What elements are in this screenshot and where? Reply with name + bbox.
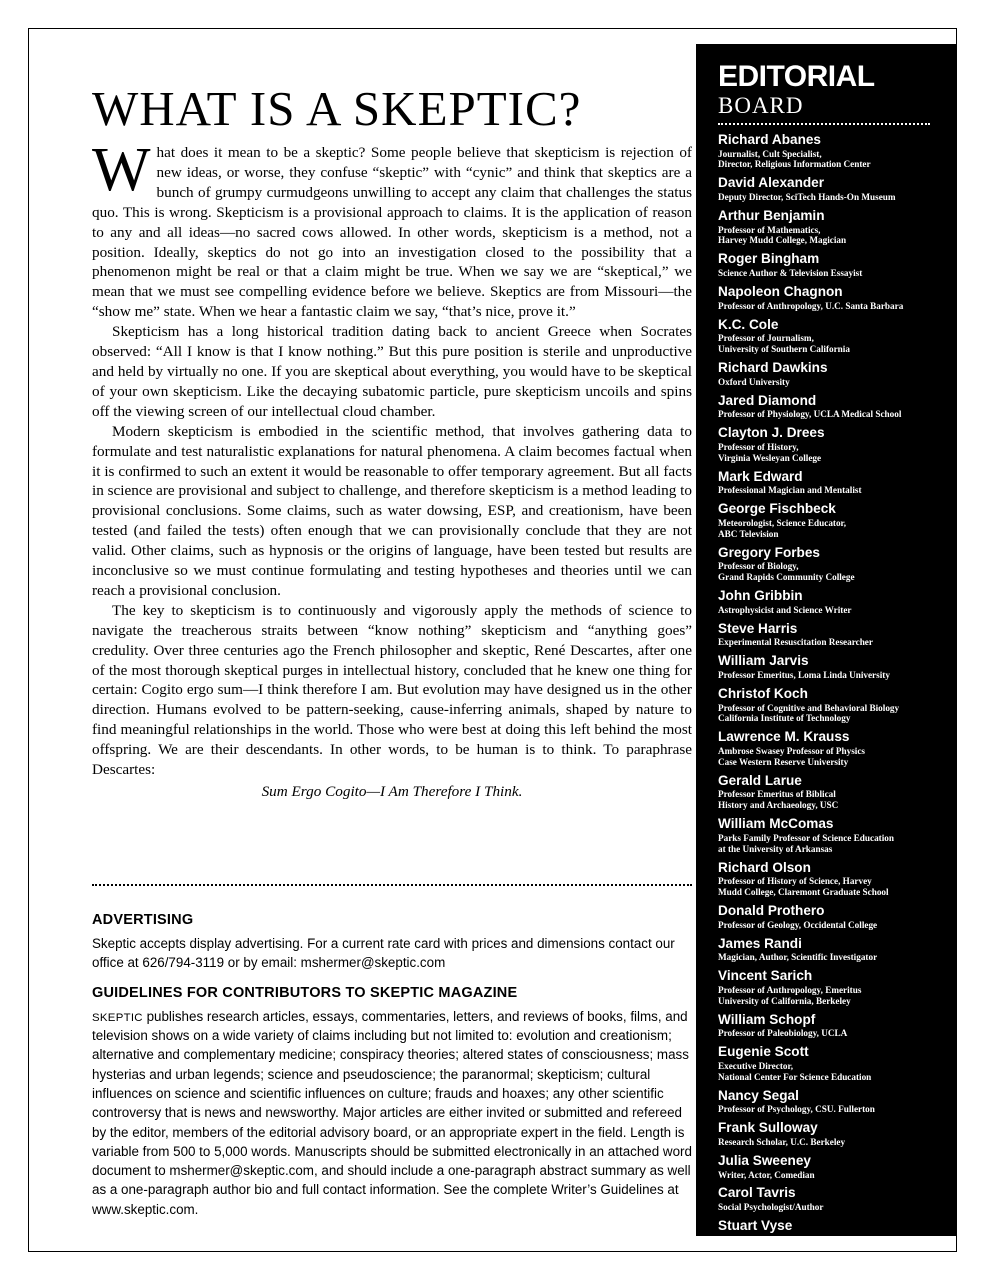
board-member	[718, 426, 940, 463]
advertising-text: Skeptic accepts display advertising. For a current rate card with prices and dimensions contact our office at 626/794-3119 or by email: mshermer@skeptic.com	[92, 936, 675, 971]
board-member-name: John Gribbin	[718, 588, 803, 604]
board-member-title: Deputy Director, SciTech Hands-On Museum	[718, 192, 896, 203]
board-member-name: K.C. Cole	[718, 316, 779, 332]
board-member	[718, 730, 940, 767]
guidelines-text	[92, 1007, 692, 1219]
board-member-name: Eugenie Scott	[718, 1044, 809, 1060]
article-signoff: Sum Ergo Cogito—I Am Therefore I Think.	[261, 783, 523, 800]
board-member-name: David Alexander	[718, 175, 825, 191]
board-member-name: Lawrence M. Krauss	[718, 729, 850, 745]
board-member	[718, 1186, 940, 1212]
advertising-heading: ADVERTISING	[92, 912, 194, 928]
board-member-title: Professor of Biology, Grand Rapids Community College	[718, 561, 855, 583]
board-member-title: Journalist, Cult Specialist, Director, Religious Information Center	[718, 148, 871, 170]
board-member	[718, 937, 940, 963]
section-divider	[92, 884, 692, 886]
board-member-title: Magician, Author, Scientific Investigator	[718, 952, 878, 963]
board-member-name: Julia Sweeney	[718, 1152, 811, 1168]
board-member-title: Professor of Paleobiology, UCLA	[718, 1028, 848, 1039]
panel-divider	[718, 123, 930, 125]
board-member-title: Experimental Resuscitation Researcher	[718, 637, 873, 648]
board-member-name: Richard Dawkins	[718, 360, 828, 376]
guidelines-body: publishes research articles, essays, commentaries, letters, and reviews of books, films, and television shows on a wide variety of claims including but not limited to: evolution and creationism; alternative and complementary medicine; conspiracy theories; altered states of consciousness; mass hysterias and urban legends; science and pseudoscience; the paranormal; skepticism; cultural influences on science and scientific influences on culture; frauds and hoaxes; any other scientific controversy that is news and newsworthy. Major articles are either invited or submitted and refereed by the editor, members of the editorial advisory board, or an appropriate expert in the field. Length is variable from 500 to 5,000 words. Manuscripts should be submitted electronically in an attached word document to mshermer@skeptic.com, and should include a one-paragraph abstract summary as well as a one-paragraph author bio and full contact information. See the complete Writer’s Guidelines at www.skeptic.com.	[92, 1008, 692, 1217]
board-member	[718, 969, 940, 1006]
board-member-title: Professor of History, Virginia Wesleyan College	[718, 441, 822, 463]
board-member-name: William Schopf	[718, 1011, 816, 1027]
board-member-title: Meteorologist, Science Educator, ABC Television	[718, 517, 847, 539]
panel-title: EDITORIAL	[718, 60, 875, 93]
board-member-name: Roger Bingham	[718, 251, 820, 267]
board-member	[718, 904, 940, 930]
article-body	[92, 136, 692, 802]
board-member-title: Professor of Psychology, CSU. Fullerton	[718, 1104, 875, 1115]
board-member-name: Donald Prothero	[718, 902, 825, 918]
board-member-name: Christof Koch	[718, 685, 808, 701]
editorial-board-panel	[696, 44, 956, 1245]
board-member-name: Steve Harris	[718, 620, 798, 636]
board-member	[718, 470, 940, 496]
board-member-name: Richard Olson	[718, 859, 811, 875]
board-member	[718, 285, 940, 311]
board-member-name: Jared Diamond	[718, 392, 817, 408]
board-member-name: Richard Abanes	[718, 132, 821, 147]
board-member-title: Astrophysicist and Science Writer	[718, 604, 852, 615]
board-member-name: William McComas	[718, 816, 834, 832]
board-member	[718, 774, 940, 811]
board-member-title: Ambrose Swasey Professor of Physics Case Western Reserve University	[718, 746, 865, 767]
board-member	[718, 502, 940, 539]
board-member	[718, 209, 940, 246]
board-member-title: Professor of Geology, Occidental College	[718, 919, 878, 930]
board-member-title: Professor of Anthropology, Emeritus University of California, Berkeley	[718, 984, 862, 1006]
board-member	[718, 394, 940, 420]
panel-subtitle: BOARD	[718, 93, 804, 118]
board-member	[718, 176, 940, 202]
board-member-title: Professor of Journalism, University of Southern California	[718, 333, 850, 355]
lower-sections	[92, 900, 692, 1223]
board-member-title: Professor of Physiology, UCLA Medical School	[718, 409, 902, 420]
paragraph-1-text: hat does it mean to be a skeptic? Some people believe that skepticism is rejection of new ideas, or worse, they confuse “skeptic” with “cynic” and think that skeptics are a bunch of grumpy curmudgeons unwilling to accept any claim that challenges the status quo. This is wrong. Skepticism is a provisional approach to claims. It is the application of reason to any and all ideas—no sacred cows allowed. In other words, skepticism is a method, not a position. Ideally, skeptics do not go into an investigation closed to the possibility that a phenomenon might be real or that a claim might be true. When we say we are “skeptical,” we mean that we must see compelling evidence before we believe. Skeptics are from Missouri—the “show me” state. When we hear a fantastic claim we say, “that’s nice, prove it.”	[92, 144, 692, 321]
board-member	[718, 1013, 940, 1039]
guidelines-lead: SKEPTIC	[92, 1011, 143, 1024]
board-member	[718, 589, 940, 615]
board-member	[718, 1045, 940, 1082]
editorial-board-list	[718, 133, 940, 1246]
board-member	[718, 687, 940, 724]
board-member-title: Writer, Actor, Comedian	[718, 1169, 815, 1180]
board-member-name: James Randi	[718, 935, 802, 951]
article-column	[92, 81, 692, 802]
board-member	[718, 1121, 940, 1147]
page-title: WHAT IS A SKEPTIC?	[92, 81, 582, 136]
board-member	[718, 622, 940, 648]
board-member-title: Parks Family Professor of Science Education at the University of Arkansas	[718, 832, 894, 854]
board-member-title: Professor of History of Science, Harvey Mudd College, Claremont Graduate School	[718, 876, 889, 897]
board-member-name: Gregory Forbes	[718, 544, 820, 560]
board-member-name: George Fischbeck	[718, 501, 836, 517]
board-member-title: Professor of Psychology, Connecticut College	[718, 1234, 894, 1245]
board-member	[718, 361, 940, 387]
board-member-name: Mark Edward	[718, 468, 803, 484]
board-member-name: Napoleon Chagnon	[718, 284, 843, 300]
board-member-title: Social Psychologist/Author	[718, 1202, 824, 1213]
board-member	[718, 1219, 940, 1245]
board-member-title: Research Scholar, U.C. Berkeley	[718, 1136, 846, 1147]
board-member	[718, 654, 940, 680]
board-member-title: Professional Magician and Mentalist	[718, 485, 862, 496]
paragraph-1	[92, 136, 692, 322]
board-member-name: Vincent Sarich	[718, 968, 813, 984]
board-member-name: Stuart Vyse	[718, 1218, 793, 1234]
board-member-title: Science Author & Television Essayist	[718, 268, 863, 279]
board-member-title: Professor of Anthropology, U.C. Santa Barbara	[718, 300, 904, 311]
board-member	[718, 817, 940, 854]
board-member	[718, 546, 940, 583]
board-member-title: Oxford University	[718, 376, 790, 387]
board-member	[718, 1089, 940, 1115]
board-member	[718, 861, 940, 898]
paragraph-2: Skepticism has a long historical tradition dating back to ancient Greece when Socrates observed: “All I know is that I know nothing.” But this pure position is sterile and unproductive and held by virtually no one. If you are skeptical about everything, you would have to be skeptical of your own skepticism. Like the decaying subatomic particle, pure skepticism uncoils and spins off the viewing screen of our intellectual cloud chamber.	[92, 323, 692, 420]
board-member-name: Arthur Benjamin	[718, 208, 825, 224]
board-member-name: Gerald Larue	[718, 772, 802, 788]
board-member-title: Professor of Cognitive and Behavioral Biology California Institute of Technology	[718, 702, 900, 724]
board-member-title: Professor Emeritus, Loma Linda University	[718, 670, 890, 681]
drop-cap: W	[92, 136, 151, 204]
board-member	[718, 252, 940, 278]
board-member	[718, 1154, 940, 1180]
paragraph-3: Modern skepticism is embodied in the scientific method, that involves gathering data to formulate and test naturalistic explanations for natural phenomena. A claim becomes factual when it is confirmed to such an extent it would be reasonable to offer temporary agreement. But all facts in science are provisional and subject to challenge, and therefore skepticism is a method leading to provisional conclusions. Some claims, such as water dowsing, ESP, and creationism, have been tested (and failed the tests) often enough that we can provisionally conclude that they are not valid. Other claims, such as hypnosis or the origins of language, have been tested but results are inconclusive so we must continue formulating and testing hypotheses and theories until we can reach a provisional conclusion.	[92, 422, 692, 599]
guidelines-heading: GUIDELINES FOR CONTRIBUTORS TO SKEPTIC MAGAZINE	[92, 984, 518, 1001]
board-member	[718, 318, 940, 355]
board-member-title: Professor of Mathematics, Harvey Mudd College, Magician	[718, 224, 847, 246]
board-member-title: Executive Director, National Center For Science Education	[718, 1060, 872, 1082]
board-member-name: Carol Tavris	[718, 1185, 796, 1201]
board-member-name: Nancy Segal	[718, 1087, 799, 1103]
board-member	[718, 133, 940, 170]
board-member-name: Frank Sulloway	[718, 1120, 818, 1136]
paragraph-4: The key to skepticism is to continuously and vigorously apply the methods of science to navigate the treacherous straits between “know nothing” skepticism and “anything goes” credulity. Over three centuries ago the French philosopher and skeptic, René Descartes, after one of the most thorough skeptical purges in intellectual history, concluded that he knew one thing for certain: Cogito ergo sum—I think therefore I am. But evolution may have designed us in the other direction. Humans evolved to be pattern-seeking, cause-inferring animals, shaped by nature to find meaningful relationships in the world. Those who were best at doing this left behind the most offspring. We are their descendants. In other words, to be human is to think. To paraphrase Descartes:	[92, 601, 692, 779]
board-member-title: Professor Emeritus of Biblical History and Archaeology, USC	[718, 789, 839, 811]
board-member-name: William Jarvis	[718, 653, 809, 669]
board-member-name: Clayton J. Drees	[718, 425, 825, 441]
